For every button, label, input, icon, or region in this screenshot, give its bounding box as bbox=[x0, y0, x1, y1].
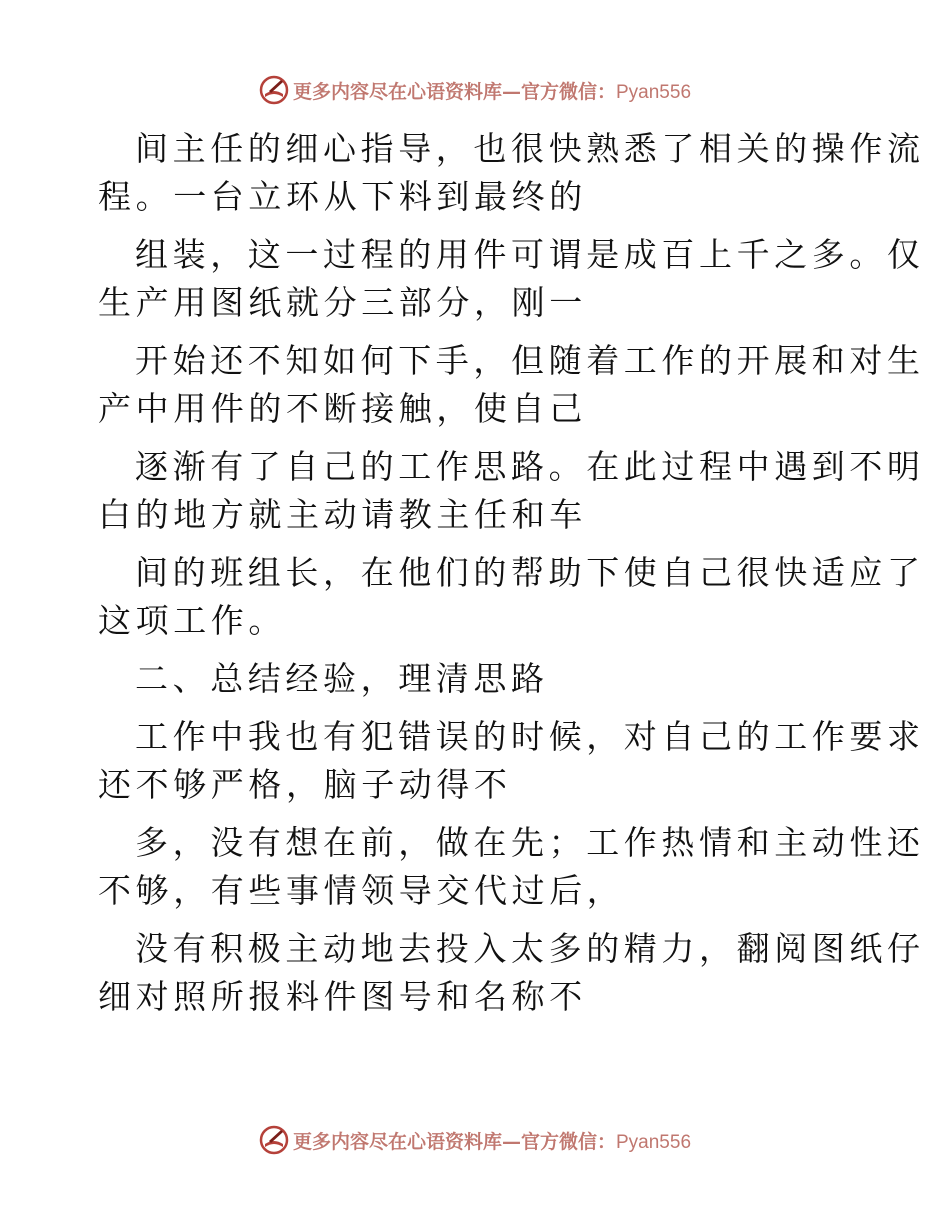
text-line: 多，没有想在前，做在先；工作热情和主动性还 bbox=[135, 823, 925, 862]
text-line: 组装，这一过程的用件可谓是成百上千之多。仅 bbox=[135, 235, 925, 274]
text-line: 间主任的细心指导，也很快熟悉了相关的操作流 bbox=[135, 129, 925, 168]
text-line: 细对照所报料件图号和名称不 bbox=[98, 977, 587, 1016]
book-quill-logo-icon bbox=[259, 75, 289, 105]
text-line: 工作中我也有犯错误的时候，对自己的工作要求 bbox=[135, 717, 925, 756]
text-line: 间的班组长，在他们的帮助下使自己很快适应了 bbox=[135, 553, 925, 592]
text-line: 还不够严格，脑子动得不 bbox=[98, 765, 512, 804]
text-line: 没有积极主动地去投入太多的精力，翻阅图纸仔 bbox=[135, 929, 925, 968]
wechat-id: Pyan556 bbox=[616, 1131, 692, 1153]
text-line: 生产用图纸就分三部分，刚一 bbox=[98, 283, 587, 322]
book-quill-logo-icon bbox=[259, 1125, 289, 1155]
text-line: 白的地方就主动请教主任和车 bbox=[98, 495, 587, 534]
footer-banner-text: 更多内容尽在心语资料库—官方微信：Pyan556 bbox=[292, 1130, 692, 1153]
header-banner-text: 更多内容尽在心语资料库—官方微信：Pyan556 bbox=[292, 80, 692, 103]
text-line: 这项工作。 bbox=[98, 601, 286, 640]
text-line: 程。一台立环从下料到最终的 bbox=[98, 177, 587, 216]
document-body bbox=[98, 120, 925, 1021]
header-banner bbox=[0, 70, 950, 110]
text-line: 不够，有些事情领导交代过后， bbox=[98, 871, 625, 910]
footer-banner bbox=[0, 1120, 950, 1160]
wechat-id: Pyan556 bbox=[616, 81, 692, 103]
section-heading: 二、总结经验，理清思路 bbox=[135, 659, 549, 698]
text-line: 逐渐有了自己的工作思路。在此过程中遇到不明 bbox=[135, 447, 925, 486]
text-line: 开始还不知如何下手，但随着工作的开展和对生 bbox=[135, 341, 925, 380]
text-line: 产中用件的不断接触，使自己 bbox=[98, 389, 587, 428]
